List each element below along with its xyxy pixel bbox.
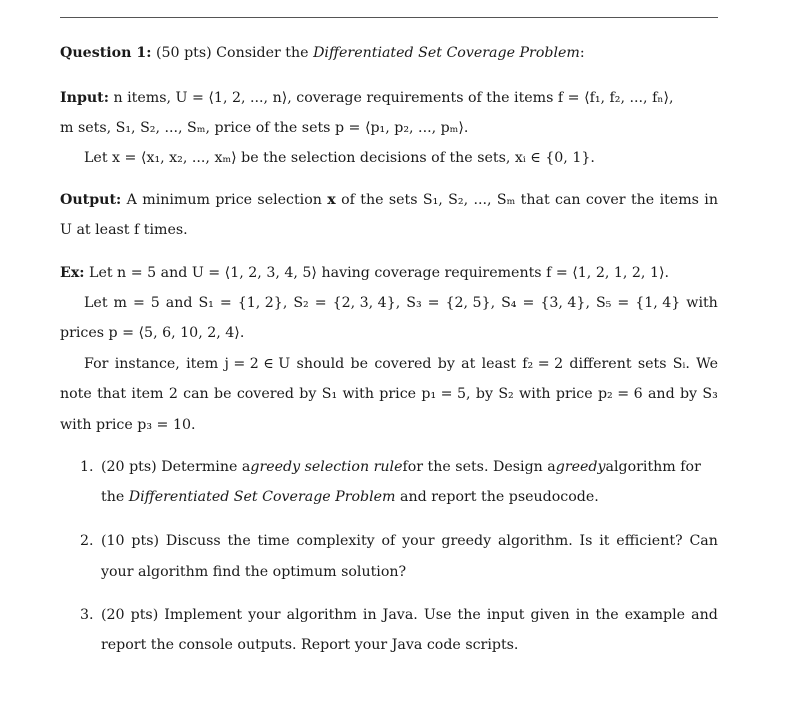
example-word: item bbox=[131, 386, 164, 402]
task-2-line-1 bbox=[101, 532, 718, 550]
task-3-word: Implement bbox=[164, 607, 243, 623]
task-2-word: Discuss bbox=[165, 533, 221, 549]
output-word: that bbox=[520, 192, 550, 208]
question-colon: : bbox=[579, 45, 585, 61]
task-1-text bbox=[101, 458, 701, 476]
task-2-word: greedy bbox=[441, 533, 492, 549]
example-word: price bbox=[379, 386, 417, 402]
task-1-pre: (20 pts) Determine a bbox=[101, 459, 251, 475]
example-word: that bbox=[97, 386, 127, 402]
output-word: the bbox=[360, 192, 384, 208]
task-3-word: the bbox=[457, 607, 481, 623]
example-word: covered bbox=[374, 356, 432, 372]
output-word: S₂, bbox=[448, 192, 469, 208]
example-word: {2, 3, 4}, bbox=[332, 295, 401, 311]
task-2-word: efficient? bbox=[616, 533, 683, 549]
example-word: 2 bbox=[168, 386, 178, 402]
task-3-word: Use bbox=[423, 607, 452, 623]
output-word: price bbox=[215, 192, 253, 208]
task-2-word: it bbox=[599, 533, 610, 549]
example-word: by bbox=[679, 386, 698, 402]
input-line-1 bbox=[60, 89, 674, 107]
example-word: For bbox=[84, 356, 109, 372]
task-2-word: complexity bbox=[296, 533, 375, 549]
task-2-word: time bbox=[257, 533, 290, 549]
example-word: S₁ bbox=[198, 295, 214, 311]
example-word: by bbox=[299, 386, 317, 402]
example-word: Sᵢ. bbox=[672, 356, 690, 372]
example-word: S₂ bbox=[498, 386, 514, 402]
output-word: A bbox=[126, 192, 137, 208]
output-word: items bbox=[659, 192, 699, 208]
example-line-1 bbox=[60, 264, 669, 282]
example-word: instance, bbox=[114, 356, 180, 372]
input-line-2: m sets, S₁, S₂, ..., Sₘ, price of the sets p = ⟨p₁, p₂, ..., pₘ⟩. bbox=[60, 120, 469, 136]
task-3-word: (20 bbox=[101, 607, 125, 623]
task-3-line-2: report the console outputs. Report your Java code scripts. bbox=[101, 637, 519, 653]
example-word: We bbox=[696, 356, 718, 372]
task-3-word: and bbox=[691, 607, 718, 623]
example-word: S₃ bbox=[702, 386, 718, 402]
task-3-word: algorithm bbox=[286, 607, 357, 623]
example-word: with bbox=[342, 386, 374, 402]
example-word: can bbox=[183, 386, 209, 402]
output-word: cover bbox=[585, 192, 626, 208]
output-word: S₁, bbox=[422, 192, 443, 208]
example-word: with bbox=[519, 386, 551, 402]
example-word: price bbox=[555, 386, 593, 402]
task-3-word: in bbox=[575, 607, 590, 623]
task-3-word: your bbox=[248, 607, 281, 623]
example-word: sets bbox=[637, 356, 667, 372]
example-word: = bbox=[132, 295, 145, 311]
example-line-3: prices p = ⟨5, 6, 10, 2, 4⟩. bbox=[60, 325, 245, 341]
example-word: and bbox=[647, 386, 675, 402]
output-word: the bbox=[630, 192, 655, 208]
output-word: sets bbox=[388, 192, 418, 208]
example-word: at bbox=[461, 356, 476, 372]
task-1-post: algorithm for bbox=[605, 459, 701, 475]
example-word: by bbox=[475, 386, 493, 402]
example-word: note bbox=[60, 386, 92, 402]
example-text-1: Let n = 5 and U = ⟨1, 2, 3, 4, 5⟩ having coverage requirements f = ⟨1, 2, 1, 2, 1⟩. bbox=[84, 265, 670, 281]
output-word: can bbox=[555, 192, 581, 208]
task-2-word: Is bbox=[579, 533, 593, 549]
output-word: of bbox=[341, 192, 355, 208]
example-word: be bbox=[214, 386, 232, 402]
task-1-line-2 bbox=[101, 488, 599, 506]
example-word: {1, 2}, bbox=[237, 295, 288, 311]
output-label: Output: bbox=[60, 192, 122, 208]
example-line-2 bbox=[84, 294, 718, 312]
example-word: p₂ = 6 bbox=[597, 386, 643, 402]
output-word: selection bbox=[257, 192, 322, 208]
output-word: minimum bbox=[142, 192, 210, 208]
task-2-word: the bbox=[227, 533, 251, 549]
task-2-word: Can bbox=[689, 533, 718, 549]
example-word: S₅ bbox=[595, 295, 612, 311]
example-word: p₁ = 5, bbox=[421, 386, 471, 402]
task-3-word: pts) bbox=[130, 607, 159, 623]
task-2-word: algorithm. bbox=[497, 533, 573, 549]
example-word: = bbox=[522, 295, 535, 311]
task-1-problem-name: Differentiated Set Coverage Problem bbox=[128, 489, 396, 505]
input-line-3: Let x = ⟨x₁, x₂, ..., xₘ⟩ be the selection decisions of the sets, xᵢ ∈ {0, 1}. bbox=[84, 150, 595, 166]
question-points: (50 pts) Consider the bbox=[151, 45, 314, 61]
output-word: ..., bbox=[473, 192, 492, 208]
example-word: Let bbox=[84, 295, 108, 311]
example-word: S₂ bbox=[293, 295, 309, 311]
task-1-line-1 bbox=[101, 458, 718, 476]
output-word: in bbox=[704, 192, 718, 208]
output-line-2: U at least f times. bbox=[60, 222, 188, 238]
example-word: {1, 4} bbox=[635, 295, 681, 311]
example-line-4 bbox=[84, 355, 718, 373]
example-word: {3, 4}, bbox=[540, 295, 590, 311]
input-text-1: n items, U = ⟨1, 2, ..., n⟩, coverage requirements of the items f = ⟨f₁, f₂, ..., fₙ⟩, bbox=[108, 90, 674, 106]
example-word: S₁ bbox=[321, 386, 338, 402]
task-1-number: 1. bbox=[80, 459, 94, 475]
example-line-6: with price p₃ = 10. bbox=[60, 417, 196, 433]
example-word: least bbox=[481, 356, 516, 372]
task-2-word: pts) bbox=[131, 533, 160, 549]
example-word: m bbox=[113, 295, 127, 311]
task-3-number: 3. bbox=[80, 607, 94, 623]
task-3-word: input bbox=[486, 607, 525, 623]
task-3-word: Java. bbox=[382, 607, 418, 623]
example-line-5 bbox=[60, 385, 718, 403]
example-word: = bbox=[617, 295, 630, 311]
example-word: S₄ bbox=[501, 295, 517, 311]
task-3-word: the bbox=[595, 607, 619, 623]
example-word: covered bbox=[236, 386, 294, 402]
task-3-word: in bbox=[362, 607, 377, 623]
example-word: f₂ = 2 bbox=[522, 356, 564, 372]
question-heading bbox=[60, 44, 585, 62]
output-line-1 bbox=[60, 191, 718, 209]
example-label: Ex: bbox=[60, 265, 85, 281]
example-word: 5 bbox=[150, 295, 160, 311]
example-word: by bbox=[437, 356, 455, 372]
task-2-number: 2. bbox=[80, 533, 94, 549]
problem-name: Differentiated Set Coverage Problem bbox=[313, 45, 580, 61]
example-word: different bbox=[569, 356, 632, 372]
example-word: be bbox=[350, 356, 369, 372]
example-word: = bbox=[427, 295, 440, 311]
task-2-word: of bbox=[381, 533, 396, 549]
task-2-word: your bbox=[402, 533, 435, 549]
input-label: Input: bbox=[60, 90, 109, 106]
example-word: = bbox=[314, 295, 327, 311]
top-rule bbox=[60, 17, 718, 18]
task-1-line2-post: and report the pseudocode. bbox=[395, 489, 599, 505]
task-2-word: (10 bbox=[101, 533, 125, 549]
output-word: Sₘ bbox=[496, 192, 516, 208]
example-word: S₃ bbox=[406, 295, 422, 311]
task-1-line2-pre: the bbox=[101, 489, 129, 505]
example-word: item bbox=[186, 356, 219, 372]
example-word: j = 2 ∈ U bbox=[224, 356, 291, 372]
example-word: {2, 5}, bbox=[445, 295, 496, 311]
task-3-word: example bbox=[624, 607, 686, 623]
example-word: = bbox=[219, 295, 232, 311]
task-3-line-1 bbox=[101, 606, 718, 624]
example-word: with bbox=[686, 295, 718, 311]
task-1-mid: for the sets. Design a bbox=[402, 459, 556, 475]
example-word: should bbox=[296, 356, 345, 372]
task-2-line-2: your algorithm find the optimum solution? bbox=[101, 564, 407, 580]
example-word: and bbox=[165, 295, 193, 311]
greedy-selection-rule: greedy selection rule bbox=[250, 459, 403, 475]
question-label: Question 1: bbox=[60, 45, 152, 61]
greedy-emphasis: greedy bbox=[555, 459, 606, 475]
output-word: x bbox=[327, 192, 336, 208]
task-3-word: given bbox=[530, 607, 570, 623]
